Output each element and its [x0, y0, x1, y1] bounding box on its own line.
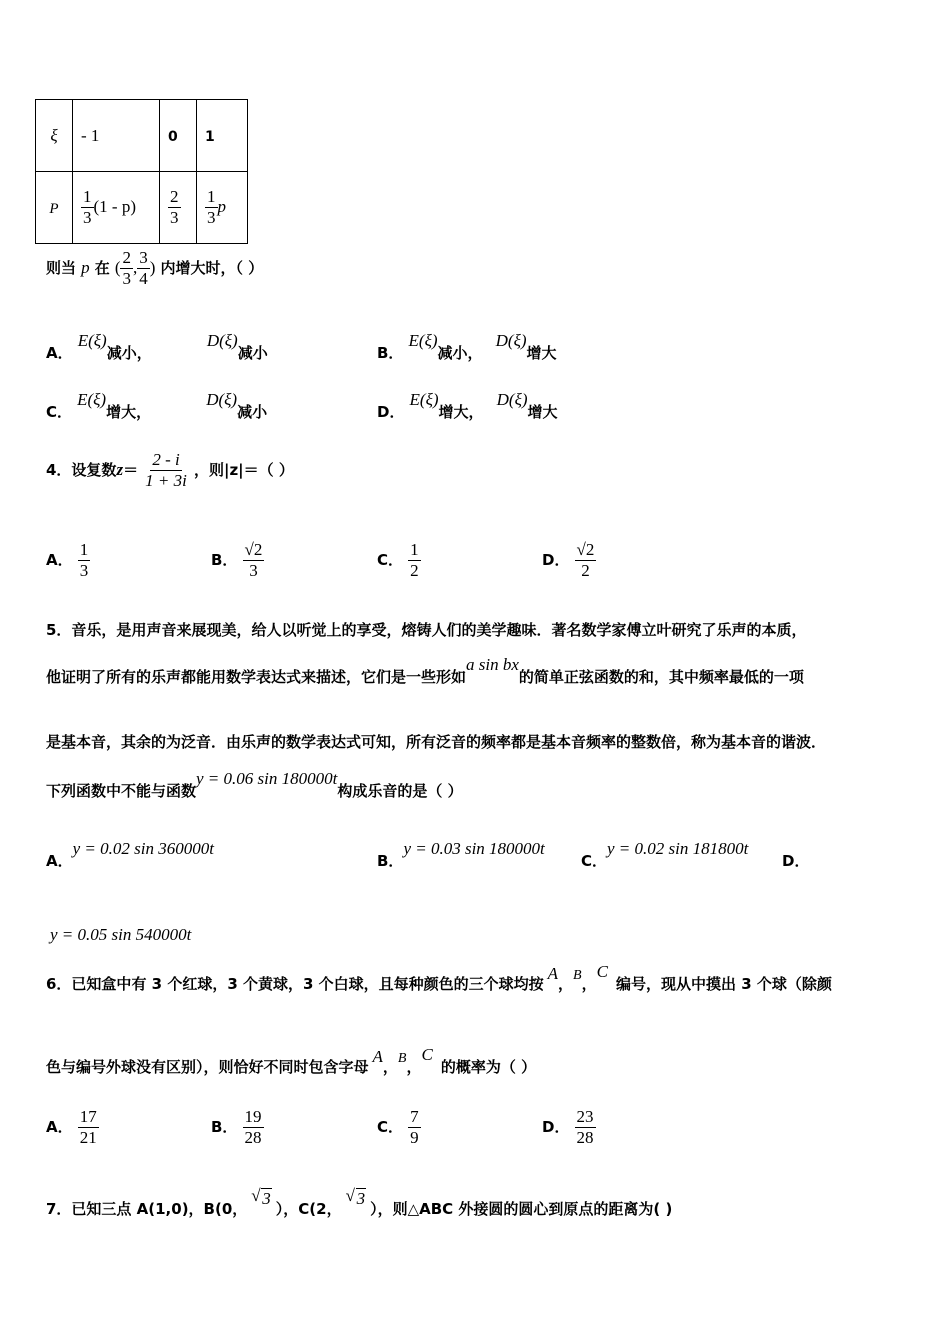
q4-option-a: A． $\frac{1}{3}$ — [46, 540, 89, 580]
q7-stem: 7．已知三点 A(1,0)，B(0， √ 3），C(2， √ 3），则△ABC 外接圆的圆心到原点的距离为( ) — [46, 1186, 673, 1218]
q3-stem: 则当 p 在 ( $\frac{2}{3}$ , $\frac{3}{4}$ ) 内增大时，（ ） — [46, 248, 264, 288]
q4-option-c: C． $\frac{1}{2}$ — [377, 540, 419, 580]
q5-line2: 他证明了所有的乐声都能用数学表达式来描述，它们是一些形如a sin bx的简单正弦函数的和，其中频率最低的一项 — [46, 655, 804, 686]
table-cell: - 1 — [73, 100, 160, 172]
q5-option-d-letter: D． — [782, 852, 810, 870]
q6-option-b: B． $\frac{19}{28}$ — [211, 1107, 262, 1147]
q6-option-c: C． $\frac{7}{9}$ — [377, 1107, 419, 1147]
q5-line3: 是基本音，其余的为泛音．由乐声的数学表达式可知，所有泛音的频率都是基本音频率的整数倍，称为基本音的谐波． — [46, 733, 827, 751]
q5-option-c: C．y = 0.02 sin 181800t — [581, 839, 749, 870]
q3-option-c: C． E(ξ)增大， D(ξ)减小 — [46, 390, 268, 421]
q3-option-d: D． E(ξ)增大， D(ξ)增大 — [377, 390, 558, 421]
table-head-p: P — [36, 172, 73, 244]
table-cell: $\frac{1}{3}$ p — [197, 172, 248, 244]
q4-option-d: D． $\frac{√2}{2}$ — [542, 540, 595, 580]
table-cell: $\frac{2}{3}$ — [160, 172, 197, 244]
q5-line1: 5．音乐，是用声音来展现美，给人以听觉上的享受，熔铸人们的美学趣味．著名数学家傅立叶研究了乐声的本质， — [46, 621, 807, 639]
q5-option-b: B．y = 0.03 sin 180000t — [377, 839, 545, 870]
table-cell: 0 — [160, 100, 197, 172]
sqrt-3: √ 3 — [251, 1186, 271, 1208]
q3-option-a: A． E(ξ)减小， D(ξ)减小 — [46, 331, 268, 362]
q5-option-a: A．y = 0.02 sin 360000t — [46, 839, 214, 870]
q6-option-a: A． $\frac{17}{21}$ — [46, 1107, 97, 1147]
q3-option-b: B． E(ξ)减小， D(ξ)增大 — [377, 331, 557, 362]
distribution-table — [35, 99, 248, 244]
q4-stem: 4．设复数z＝ $\frac{2 - i}{1 + 3i}$ ，则|z|＝（ ） — [46, 450, 294, 490]
sqrt-3: √ 3 — [345, 1186, 366, 1208]
table-cell: 1 — [197, 100, 248, 172]
q6-line1: 6．已知盒中有 3 个红球，3 个黄球，3 个白球，且每种颜色的三个球均按A，B，C编号，现从中摸出 3 个球（除颜 — [46, 962, 832, 993]
q4-option-b: B． $\frac{√2}{3}$ — [211, 540, 263, 580]
q6-line2: 色与编号外球没有区别），则恰好不同时包含字母A，B，C的概率为（ ） — [46, 1045, 537, 1076]
q6-option-d: D． $\frac{23}{28}$ — [542, 1107, 594, 1147]
table-cell: $\frac{1}{3}$ (1 - p) — [73, 172, 160, 244]
table-head-xi: ξ — [36, 100, 73, 172]
q5-option-d-expr: y = 0.05 sin 540000t — [50, 925, 192, 944]
q5-line4: 下列函数中不能与函数y = 0.06 sin 180000t构成乐音的是（ ） — [46, 769, 463, 800]
